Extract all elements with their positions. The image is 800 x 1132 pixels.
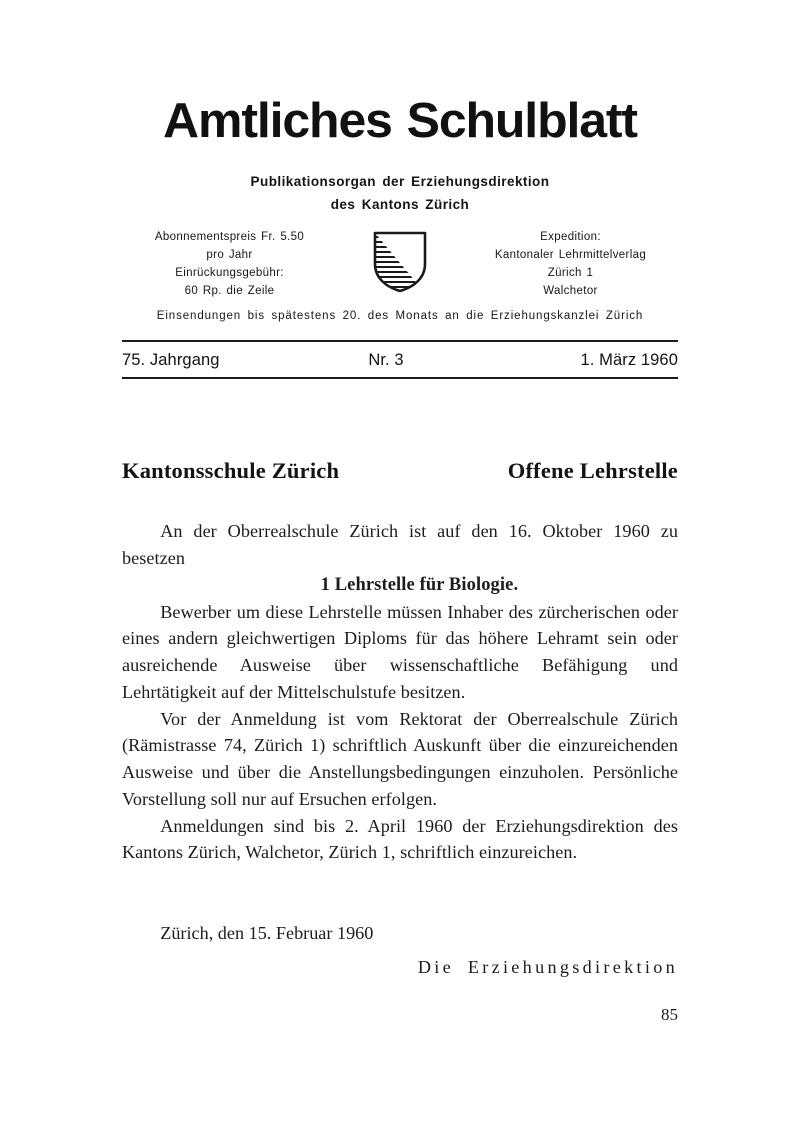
expedition-address: Walchetor [543, 285, 598, 298]
article-signature: Die Erziehungsdirektion [417, 957, 678, 977]
subscription-price: Abonnementspreis Fr. 5.50 [154, 231, 305, 243]
issue-number: Nr. 3 [368, 350, 404, 369]
article-heading-institution: Kantonsschule Zürich [122, 458, 340, 483]
masthead-subtitle-line-2: des Kantons Zürich [330, 197, 470, 213]
article-closing-date: Zürich, den 15. Februar 1960 [160, 923, 374, 943]
issue-volume: 75. Jahrgang [122, 350, 220, 369]
submission-deadline-note: Einsendungen bis spätestens 20. des Monats an die Erziehungskanzlei Zürich [156, 310, 644, 322]
subscription-info [122, 228, 337, 301]
article-paragraph-1: Bewerber um diese Lehrstelle müssen Inhaber des zürcherischen oder eines andern gleichwertigen Diploms für das höhere Lehramt sein oder ausreichende Ausweise über wissenschaftliche Befähigung und Lehrtätigkeit auf der Mittelschulstufe besitzen. [122, 601, 678, 702]
masthead-info-band [122, 228, 678, 301]
coat-of-arms [360, 228, 440, 294]
expedition-label: Expedition: [540, 231, 601, 243]
article-headings [122, 458, 678, 484]
insertion-fee-label: Einrückungsgebühr: [175, 267, 284, 280]
article-paragraph-2: Vor der Anmeldung ist vom Rektorat der Oberrealschule Zürich (Rämistrasse 74, Zürich 1) schriftlich Auskunft über die einzureichenden Ausweise und über die Anstellungsbedingungen einzuholen. Persönliche Vorstellung soll nur auf Ersuchen erfolgen. [122, 708, 678, 809]
issue-rule-bottom [122, 377, 678, 379]
issue-line [122, 345, 678, 375]
article-heading-category: Offene Lehrstelle [507, 458, 678, 483]
masthead-subtitle-line-1: Publikationsorgan der Erziehungsdirektion [250, 174, 550, 189]
expedition-info [463, 228, 678, 301]
expedition-city: Zürich 1 [547, 267, 594, 280]
subscription-period: pro Jahr [206, 249, 253, 262]
insertion-fee-value: 60 Rp. die Zeile [184, 285, 275, 298]
masthead-title: Amtliches Schulblatt [163, 94, 637, 148]
article-position-headline: 1 Lehrstelle für Biologie. [320, 574, 519, 595]
expedition-publisher: Kantonaler Lehrmittelverlag [494, 249, 647, 262]
issue-rule-top [122, 340, 678, 342]
page-number: 85 [661, 1005, 678, 1024]
article-intro-paragraph: An der Oberrealschule Zürich ist auf den 16. Oktober 1960 zu besetzen [122, 521, 678, 568]
article-body [122, 518, 678, 866]
masthead-subtitle [122, 170, 678, 216]
zurich-shield-icon [372, 230, 428, 294]
article-paragraph-3: Anmeldungen sind bis 2. April 1960 der Erziehungsdirektion des Kantons Zürich, Walchetor, Zürich 1, schriftlich einzureichen. [122, 815, 678, 863]
issue-date: 1. März 1960 [580, 350, 678, 369]
